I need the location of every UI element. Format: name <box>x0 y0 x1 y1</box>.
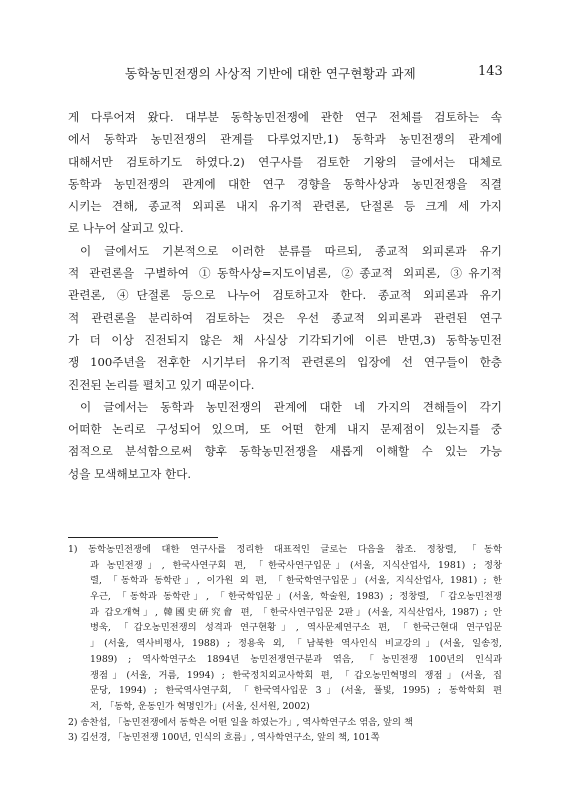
body-line: 진전된 논리를 펼치고 있기 때문이다. <box>68 377 255 392</box>
footnote-divider <box>68 537 218 538</box>
body-line: 이 글에서도 기본적으로 이러한 분류를 따르되, 종교적 외피론과 유기 <box>80 243 502 258</box>
body-line: 이 글에서는 동학과 농민전쟁의 관계에 대한 네 가지의 견해들이 각기 <box>80 399 502 414</box>
footnote-line: 1) 동학농민전쟁에 대한 연구사를 정리한 대표적인 글로는 다음을 참조. 정창렬, 「동학 <box>68 544 502 555</box>
footnote-line: 쟁점」(서울, 거름, 1994) ; 한국정치외교사학회 편, 「갑오농민혁명의 쟁점」(서울, 집 <box>90 669 502 681</box>
body-line: 시키는 견해, 종교적 외피론 내지 유기적 관련론, 단절론 등 크게 세 가지 <box>68 199 502 214</box>
body-line: 점적으로 분석함으로써 향후 동학농민전쟁을 새롭게 이해할 수 있는 가능 <box>68 444 502 459</box>
footnote-line: 문당, 1994) ; 한국역사연구회, 「한국역사입문 3」(서울, 풀빛, 1995) ; 동학학회 편 <box>90 685 502 697</box>
body-line: 로 나누어 살피고 있다. <box>68 221 184 236</box>
page-number: 143 <box>478 64 503 79</box>
footnote-line: 3) 김선경, 「농민전쟁 100년, 인식의 흐름」, 역사학연구소, 앞의 책, 101쪽 <box>68 732 380 744</box>
body-line: 어떠한 논리로 구성되어 있으며, 또 어떤 한계 내지 문제점이 있는지를 중 <box>68 422 502 437</box>
running-header <box>0 64 575 84</box>
footnote-line: 과 농민전쟁」, 한국사연구회 편, 「한국사연구입문」(서울, 지식산업사, 1981) ; 정창 <box>90 559 502 571</box>
body-line: 관련론, ④단절론 등으로 나누어 검토하고자 한다. 종교적 외피론과 유기 <box>68 288 502 303</box>
running-header-title: 동학농민전쟁의 사상적 기반에 대한 연구현황과 과제 <box>125 66 416 81</box>
body-line: 쟁 100주년을 전후한 시기부터 유기적 관련론의 입장에 선 연구들이 한층 <box>68 355 502 370</box>
footnote-line: 」(서울, 역사비평사, 1988) ; 정용욱 외, 「남북한 역사인식 비교강의」(서울, 일송정, <box>90 638 502 650</box>
footnote-line: 2) 송찬섭, 「농민전쟁에서 동학은 어떤 일을 하였는가」, 역사학연구소 엮음, 앞의 책 <box>68 716 413 728</box>
body-line: 가 더 이상 진전되지 않은 채 사실상 기각되기에 이른 반면,3) 동학농민전 <box>68 332 502 347</box>
body-line: 동학과 농민전쟁의 관계에 대한 연구 경향을 동학사상과 농민전쟁을 직결 <box>68 176 502 191</box>
body-text <box>68 106 502 485</box>
footnote-line: 1989) ; 역사학연구소 1894년 농민전쟁연구분과 엮음, 「농민전쟁 100년의 인식과 <box>90 653 502 665</box>
footnote-line: 우근, 「동학과 동학란」, 「한국학입문」(서울, 학술원, 1983) ; 정창렬, 「갑오농민전쟁 <box>90 591 502 603</box>
body-line: 게 다루어져 왔다. 대부분 동학농민전쟁에 관한 연구 전체를 검토하는 속 <box>68 110 502 124</box>
body-line: 에서 동학과 농민전쟁의 관계를 다루었지만,1) 동학과 농민전쟁의 관계에 <box>68 132 502 147</box>
footnote-line: 저, 「동학, 운동인가 혁명인가」(서울, 신서원, 2002) <box>90 700 310 712</box>
footnotes <box>68 542 502 746</box>
footnote-line: 병욱, 「갑오농민전쟁의 성격과 연구현황」, 역사문제연구소 편, 「한국근현대 연구입문 <box>90 622 502 634</box>
footnote-line: 과 갑오개혁」, 韓國史硏究會 편, 「한국사연구입문 2판」(서울, 지식산업사, 1987) ; 안 <box>90 606 502 618</box>
body-line: 적 관련론을 분리하여 검토하는 것은 우선 종교적 외피론과 관련된 연구 <box>68 310 502 325</box>
body-line: 대해서만 검토하기도 하였다.2) 연구사를 검토한 기왕의 글에서는 대체로 <box>68 154 502 169</box>
footnote-line: 렬, 「동학과 동학란」, 이가원 외 편, 「한국학연구입문」(서울, 지식산업사, 1981) ; 한 <box>90 575 502 587</box>
body-line: 성을 모색해보고자 한다. <box>68 466 192 481</box>
body-line: 적 관련론을 구별하여 ①동학사상=지도이념론, ②종교적 외피론, ③유기적 <box>68 266 502 281</box>
